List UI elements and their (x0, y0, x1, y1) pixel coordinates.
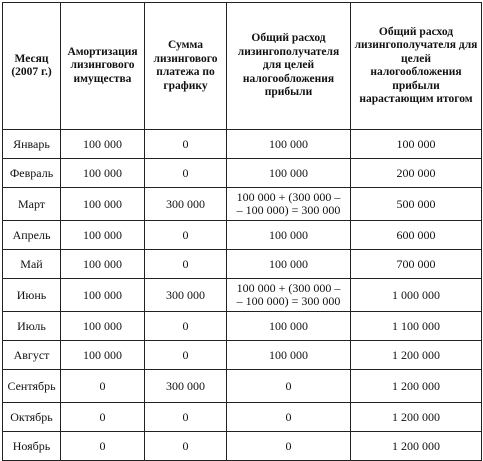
header-cumulative-expense: Общий расход лизингополучателя для целей налогообложения прибыли нарастающим итогом (351, 3, 482, 130)
cell-cumulative-expense: 100 000 (351, 130, 482, 159)
cell-lease-payment: 0 (145, 341, 227, 370)
cell-cumulative-expense: 200 000 (351, 159, 482, 188)
cell-month: Февраль (3, 159, 61, 188)
cell-lease-payment: 0 (145, 159, 227, 188)
table-row (3, 370, 482, 403)
leasing-expense-table (2, 2, 482, 461)
cell-month: Август (3, 341, 61, 370)
cell-lease-payment: 0 (145, 432, 227, 461)
table-row (3, 221, 482, 250)
header-amortization: Амортизация лизингового имущества (61, 3, 145, 130)
cell-total-expense: 100 000 (227, 221, 351, 250)
cell-month: Октябрь (3, 403, 61, 432)
cell-cumulative-expense: 1 200 000 (351, 403, 482, 432)
cell-month: Март (3, 188, 61, 221)
cell-total-expense: 0 (227, 432, 351, 461)
table-row (3, 279, 482, 312)
cell-cumulative-expense: 700 000 (351, 250, 482, 279)
cell-amortization: 100 000 (61, 130, 145, 159)
cell-total-expense: 100 000 (227, 159, 351, 188)
cell-month: Ноябрь (3, 432, 61, 461)
cell-total-expense: 0 (227, 370, 351, 403)
cell-cumulative-expense: 1 200 000 (351, 370, 482, 403)
cell-total-expense: 100 000 (227, 341, 351, 370)
table-row (3, 130, 482, 159)
header-lease-payment: Сумма лизингового платежа по графику (145, 3, 227, 130)
table-row (3, 188, 482, 221)
cell-amortization: 100 000 (61, 341, 145, 370)
cell-total-expense: 100 000 (227, 312, 351, 341)
cell-month: Июль (3, 312, 61, 341)
cell-cumulative-expense: 600 000 (351, 221, 482, 250)
cell-cumulative-expense: 500 000 (351, 188, 482, 221)
cell-amortization: 100 000 (61, 312, 145, 341)
cell-month: Сентябрь (3, 370, 61, 403)
table-row (3, 403, 482, 432)
cell-lease-payment: 0 (145, 312, 227, 341)
cell-total-expense (227, 279, 351, 312)
cell-lease-payment: 0 (145, 403, 227, 432)
cell-lease-payment: 300 000 (145, 370, 227, 403)
cell-amortization: 100 000 (61, 250, 145, 279)
expense-formula: 100 000 + (300 000 – – 100 000) = 300 000 (236, 281, 341, 308)
cell-amortization: 100 000 (61, 279, 145, 312)
cell-total-expense (227, 188, 351, 221)
table-header-row (3, 3, 482, 130)
cell-month: Апрель (3, 221, 61, 250)
document-page (2, 2, 482, 461)
header-month: Месяц (2007 г.) (3, 3, 61, 130)
table-row (3, 312, 482, 341)
table-row (3, 432, 482, 461)
cell-lease-payment: 0 (145, 250, 227, 279)
cell-amortization: 0 (61, 403, 145, 432)
cell-amortization: 100 000 (61, 188, 145, 221)
table-row (3, 159, 482, 188)
cell-total-expense: 100 000 (227, 130, 351, 159)
cell-total-expense: 100 000 (227, 250, 351, 279)
expense-formula: 100 000 + (300 000 – – 100 000) = 300 000 (236, 190, 341, 217)
cell-amortization: 100 000 (61, 221, 145, 250)
cell-cumulative-expense: 1 200 000 (351, 432, 482, 461)
cell-amortization: 0 (61, 370, 145, 403)
cell-total-expense: 0 (227, 403, 351, 432)
cell-cumulative-expense: 1 200 000 (351, 341, 482, 370)
cell-lease-payment: 0 (145, 221, 227, 250)
table-row (3, 250, 482, 279)
cell-cumulative-expense: 1 000 000 (351, 279, 482, 312)
cell-amortization: 100 000 (61, 159, 145, 188)
cell-month: Май (3, 250, 61, 279)
cell-lease-payment: 300 000 (145, 279, 227, 312)
table-row (3, 341, 482, 370)
cell-lease-payment: 0 (145, 130, 227, 159)
cell-month: Июнь (3, 279, 61, 312)
cell-cumulative-expense: 1 100 000 (351, 312, 482, 341)
header-total-expense: Общий расход лизингополучателя для целей налогообложения прибыли (227, 3, 351, 130)
cell-lease-payment: 300 000 (145, 188, 227, 221)
cell-amortization: 0 (61, 432, 145, 461)
cell-month: Январь (3, 130, 61, 159)
